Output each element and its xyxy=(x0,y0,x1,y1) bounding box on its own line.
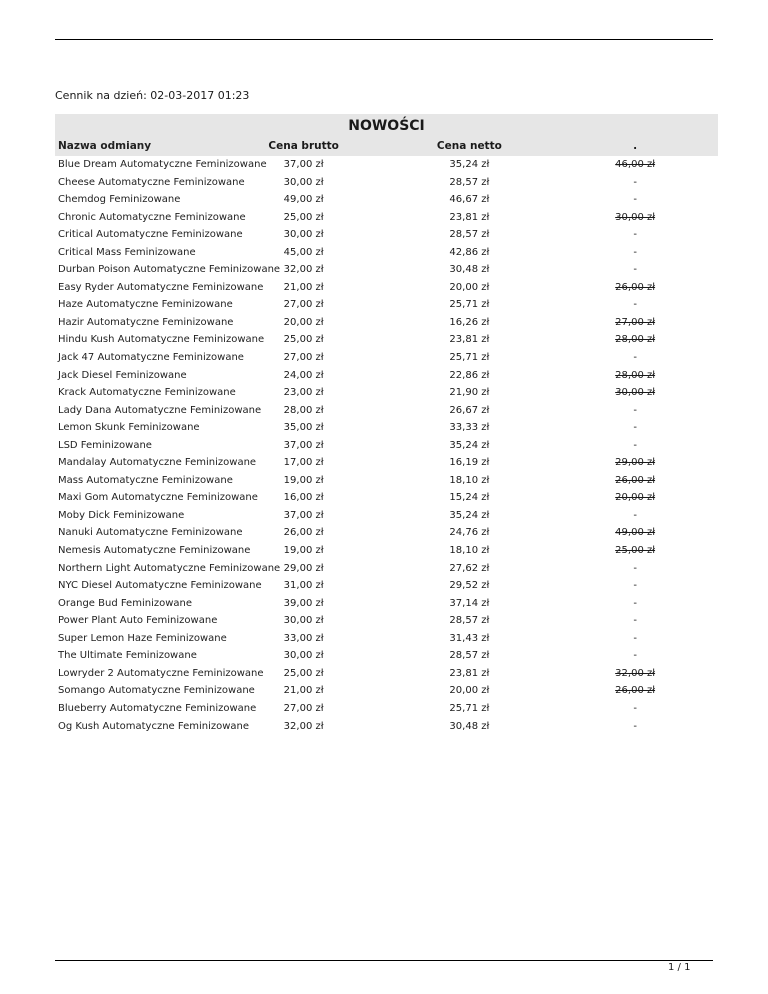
price-netto: 28,57 zł xyxy=(449,176,490,188)
table-row xyxy=(55,630,718,648)
price-netto: 21,90 zł xyxy=(449,387,490,399)
price-old: 26,00 zł xyxy=(615,685,656,697)
table-row xyxy=(55,700,718,718)
price-netto: 28,57 zł xyxy=(449,229,490,241)
table-row xyxy=(55,331,718,349)
price-old: - xyxy=(633,562,637,574)
price-old: - xyxy=(633,439,637,451)
price-netto: 35,24 zł xyxy=(449,159,490,170)
table-row xyxy=(55,209,718,227)
price-netto: 35,24 zł xyxy=(449,509,490,521)
strain-name: Cheese Automatyczne Feminizowane xyxy=(58,176,245,188)
price-old: - xyxy=(633,632,637,644)
price-netto: 18,10 zł xyxy=(449,474,490,486)
price-old: - xyxy=(633,229,637,241)
price-netto: 23,81 zł xyxy=(449,667,490,679)
price-old: - xyxy=(633,194,637,206)
price-brutto: 26,00 zł xyxy=(283,527,324,539)
price-old: 30,00 zł xyxy=(615,211,656,223)
strain-name: Chronic Automatyczne Feminizowane xyxy=(58,211,246,223)
table-row xyxy=(55,226,718,244)
strain-name: Jack Diesel Feminizowane xyxy=(58,369,187,381)
strain-name: Blueberry Automatyczne Feminizowane xyxy=(58,702,257,714)
price-old: - xyxy=(633,702,637,714)
price-old: - xyxy=(633,264,637,276)
price-netto: 23,81 zł xyxy=(449,211,490,223)
price-old: 46,00 zł xyxy=(615,159,656,170)
price-netto: 16,26 zł xyxy=(449,316,490,328)
table-row xyxy=(55,542,718,560)
price-old: - xyxy=(633,352,637,364)
table-row xyxy=(55,437,718,455)
strain-name: Easy Ryder Automatyczne Feminizowane xyxy=(58,281,264,293)
column-header-row xyxy=(55,137,718,156)
price-netto: 25,71 zł xyxy=(449,702,490,714)
price-netto: 46,67 zł xyxy=(449,194,490,206)
price-netto: 20,00 zł xyxy=(449,281,490,293)
table-row xyxy=(55,279,718,297)
price-brutto: 28,00 zł xyxy=(283,404,324,416)
table-row xyxy=(55,507,718,525)
table-row xyxy=(55,560,718,578)
price-brutto: 37,00 zł xyxy=(283,439,324,451)
table-row xyxy=(55,718,718,736)
price-brutto: 25,00 zł xyxy=(283,667,324,679)
price-brutto: 27,00 zł xyxy=(283,352,324,364)
price-old: 26,00 zł xyxy=(615,474,656,486)
price-netto: 22,86 zł xyxy=(449,369,490,381)
table-row xyxy=(55,454,718,472)
header-rule xyxy=(55,39,713,40)
price-brutto: 21,00 zł xyxy=(283,685,324,697)
table-row xyxy=(55,595,718,613)
price-netto: 30,48 zł xyxy=(449,264,490,276)
price-netto: 20,00 zł xyxy=(449,685,490,697)
price-netto: 28,57 zł xyxy=(449,650,490,662)
section-title: NOWOŚCI xyxy=(55,114,718,137)
price-old: - xyxy=(633,615,637,627)
column-header-name: Nazwa odmiany xyxy=(55,137,221,156)
table-row xyxy=(55,296,718,314)
price-brutto: 32,00 zł xyxy=(283,264,324,276)
strain-name: Somango Automatyczne Feminizowane xyxy=(58,685,255,697)
strain-name: Orange Bud Feminizowane xyxy=(58,597,193,609)
section-header-row xyxy=(55,114,718,137)
price-brutto: 30,00 zł xyxy=(283,650,324,662)
table-row xyxy=(55,682,718,700)
price-netto: 26,67 zł xyxy=(449,404,490,416)
price-netto: 37,14 zł xyxy=(449,597,490,609)
price-table xyxy=(55,114,718,735)
strain-name: Jack 47 Automatyczne Feminizowane xyxy=(58,352,244,364)
price-old: 26,00 zł xyxy=(615,281,656,293)
price-old: - xyxy=(633,299,637,311)
table-row xyxy=(55,647,718,665)
table-row xyxy=(55,349,718,367)
strain-name: Super Lemon Haze Feminizowane xyxy=(58,632,227,644)
price-netto: 27,62 zł xyxy=(449,562,490,574)
strain-name: Nemesis Automatyczne Feminizowane xyxy=(58,545,251,557)
price-brutto: 25,00 zł xyxy=(283,211,324,223)
price-brutto: 31,00 zł xyxy=(283,580,324,592)
strain-name: The Ultimate Feminizowane xyxy=(58,650,197,662)
table-row xyxy=(55,191,718,209)
strain-name: Krack Automatyczne Feminizowane xyxy=(58,387,236,399)
price-brutto: 49,00 zł xyxy=(283,194,324,206)
price-netto: 28,57 zł xyxy=(449,615,490,627)
strain-name: Moby Dick Feminizowane xyxy=(58,509,185,521)
price-netto: 42,86 zł xyxy=(449,246,490,258)
strain-name: Chemdog Feminizowane xyxy=(58,194,181,206)
price-old: 20,00 zł xyxy=(615,492,656,504)
column-header-netto: Cena netto xyxy=(387,137,553,156)
column-header-brutto: Cena brutto xyxy=(221,137,387,156)
price-old: 29,00 zł xyxy=(615,457,656,469)
table-row xyxy=(55,244,718,262)
strain-name: Power Plant Auto Feminizowane xyxy=(58,615,218,627)
price-old: - xyxy=(633,650,637,662)
price-brutto: 33,00 zł xyxy=(283,632,324,644)
strain-name: Durban Poison Automatyczne Feminizowane xyxy=(58,264,281,276)
price-netto: 25,71 zł xyxy=(449,299,490,311)
table-row xyxy=(55,612,718,630)
price-old: - xyxy=(633,580,637,592)
price-old: 25,00 zł xyxy=(615,545,656,557)
price-list-date: Cennik na dzień: 02-03-2017 01:23 xyxy=(55,89,250,102)
strain-name: NYC Diesel Automatyczne Feminizowane xyxy=(58,580,262,592)
table-row xyxy=(55,261,718,279)
table-row xyxy=(55,314,718,332)
price-brutto: 20,00 zł xyxy=(283,316,324,328)
price-brutto: 16,00 zł xyxy=(283,492,324,504)
strain-name: Critical Mass Feminizowane xyxy=(58,246,196,258)
strain-name: Lowryder 2 Automatyczne Feminizowane xyxy=(58,667,264,679)
strain-name: Og Kush Automatyczne Feminizowane xyxy=(58,720,250,732)
strain-name: Blue Dream Automatyczne Feminizowane xyxy=(58,159,267,170)
price-netto: 35,24 zł xyxy=(449,439,490,451)
price-netto: 16,19 zł xyxy=(449,457,490,469)
strain-name: Lady Dana Automatyczne Feminizowane xyxy=(58,404,262,416)
price-old: 27,00 zł xyxy=(615,316,656,328)
table-row xyxy=(55,524,718,542)
price-brutto: 19,00 zł xyxy=(283,474,324,486)
price-old: - xyxy=(633,422,637,434)
price-netto: 25,71 zł xyxy=(449,352,490,364)
price-brutto: 17,00 zł xyxy=(283,457,324,469)
price-brutto: 35,00 zł xyxy=(283,422,324,434)
price-brutto: 27,00 zł xyxy=(283,702,324,714)
table-row xyxy=(55,384,718,402)
price-old: 28,00 zł xyxy=(615,369,656,381)
strain-name: Mass Automatyczne Feminizowane xyxy=(58,474,233,486)
price-old: 28,00 zł xyxy=(615,334,656,346)
price-old: - xyxy=(633,246,637,258)
price-brutto: 24,00 zł xyxy=(283,369,324,381)
price-old: - xyxy=(633,720,637,732)
price-old: 30,00 zł xyxy=(615,387,656,399)
price-brutto: 21,00 zł xyxy=(283,281,324,293)
price-old: - xyxy=(633,176,637,188)
price-brutto: 25,00 zł xyxy=(283,334,324,346)
price-old: 32,00 zł xyxy=(615,667,656,679)
column-header-old-price: . xyxy=(552,137,718,156)
strain-name: Hindu Kush Automatyczne Feminizowane xyxy=(58,334,265,346)
price-brutto: 39,00 zł xyxy=(283,597,324,609)
strain-name: Northern Light Automatyczne Feminizowane xyxy=(58,562,281,574)
strain-name: Mandalay Automatyczne Feminizowane xyxy=(58,457,257,469)
table-row xyxy=(55,402,718,420)
strain-name: Nanuki Automatyczne Feminizowane xyxy=(58,527,243,539)
strain-name: LSD Feminizowane xyxy=(58,439,152,451)
price-netto: 23,81 zł xyxy=(449,334,490,346)
price-brutto: 30,00 zł xyxy=(283,615,324,627)
price-brutto: 30,00 zł xyxy=(283,229,324,241)
table-row xyxy=(55,489,718,507)
price-old: - xyxy=(633,404,637,416)
price-netto: 15,24 zł xyxy=(449,492,490,504)
price-netto: 24,76 zł xyxy=(449,527,490,539)
price-brutto: 30,00 zł xyxy=(283,176,324,188)
price-brutto: 32,00 zł xyxy=(283,720,324,732)
price-brutto: 23,00 zł xyxy=(283,387,324,399)
price-netto: 18,10 zł xyxy=(449,545,490,557)
strain-name: Hazir Automatyczne Feminizowane xyxy=(58,316,234,328)
strain-name: Lemon Skunk Feminizowane xyxy=(58,422,200,434)
strain-name: Maxi Gom Automatyczne Feminizowane xyxy=(58,492,258,504)
price-brutto: 27,00 zł xyxy=(283,299,324,311)
table-row xyxy=(55,174,718,192)
price-brutto: 45,00 zł xyxy=(283,246,324,258)
price-brutto: 37,00 zł xyxy=(283,509,324,521)
table-row xyxy=(55,419,718,437)
price-brutto: 19,00 zł xyxy=(283,545,324,557)
price-brutto: 37,00 zł xyxy=(283,159,324,170)
table-row xyxy=(55,367,718,385)
table-row xyxy=(55,472,718,490)
price-netto: 30,48 zł xyxy=(449,720,490,732)
price-old: - xyxy=(633,597,637,609)
strain-name: Critical Automatyczne Feminizowane xyxy=(58,229,243,241)
price-netto: 33,33 zł xyxy=(449,422,490,434)
price-brutto: 29,00 zł xyxy=(283,562,324,574)
price-old: - xyxy=(633,509,637,521)
price-old: 49,00 zł xyxy=(615,527,656,539)
price-netto: 29,52 zł xyxy=(449,580,490,592)
table-row xyxy=(55,577,718,595)
footer-rule xyxy=(55,960,713,961)
table-row xyxy=(55,156,718,174)
strain-name: Haze Automatyczne Feminizowane xyxy=(58,299,233,311)
page-number: 1 / 1 xyxy=(668,962,691,973)
price-netto: 31,43 zł xyxy=(449,632,490,644)
table-row xyxy=(55,665,718,683)
